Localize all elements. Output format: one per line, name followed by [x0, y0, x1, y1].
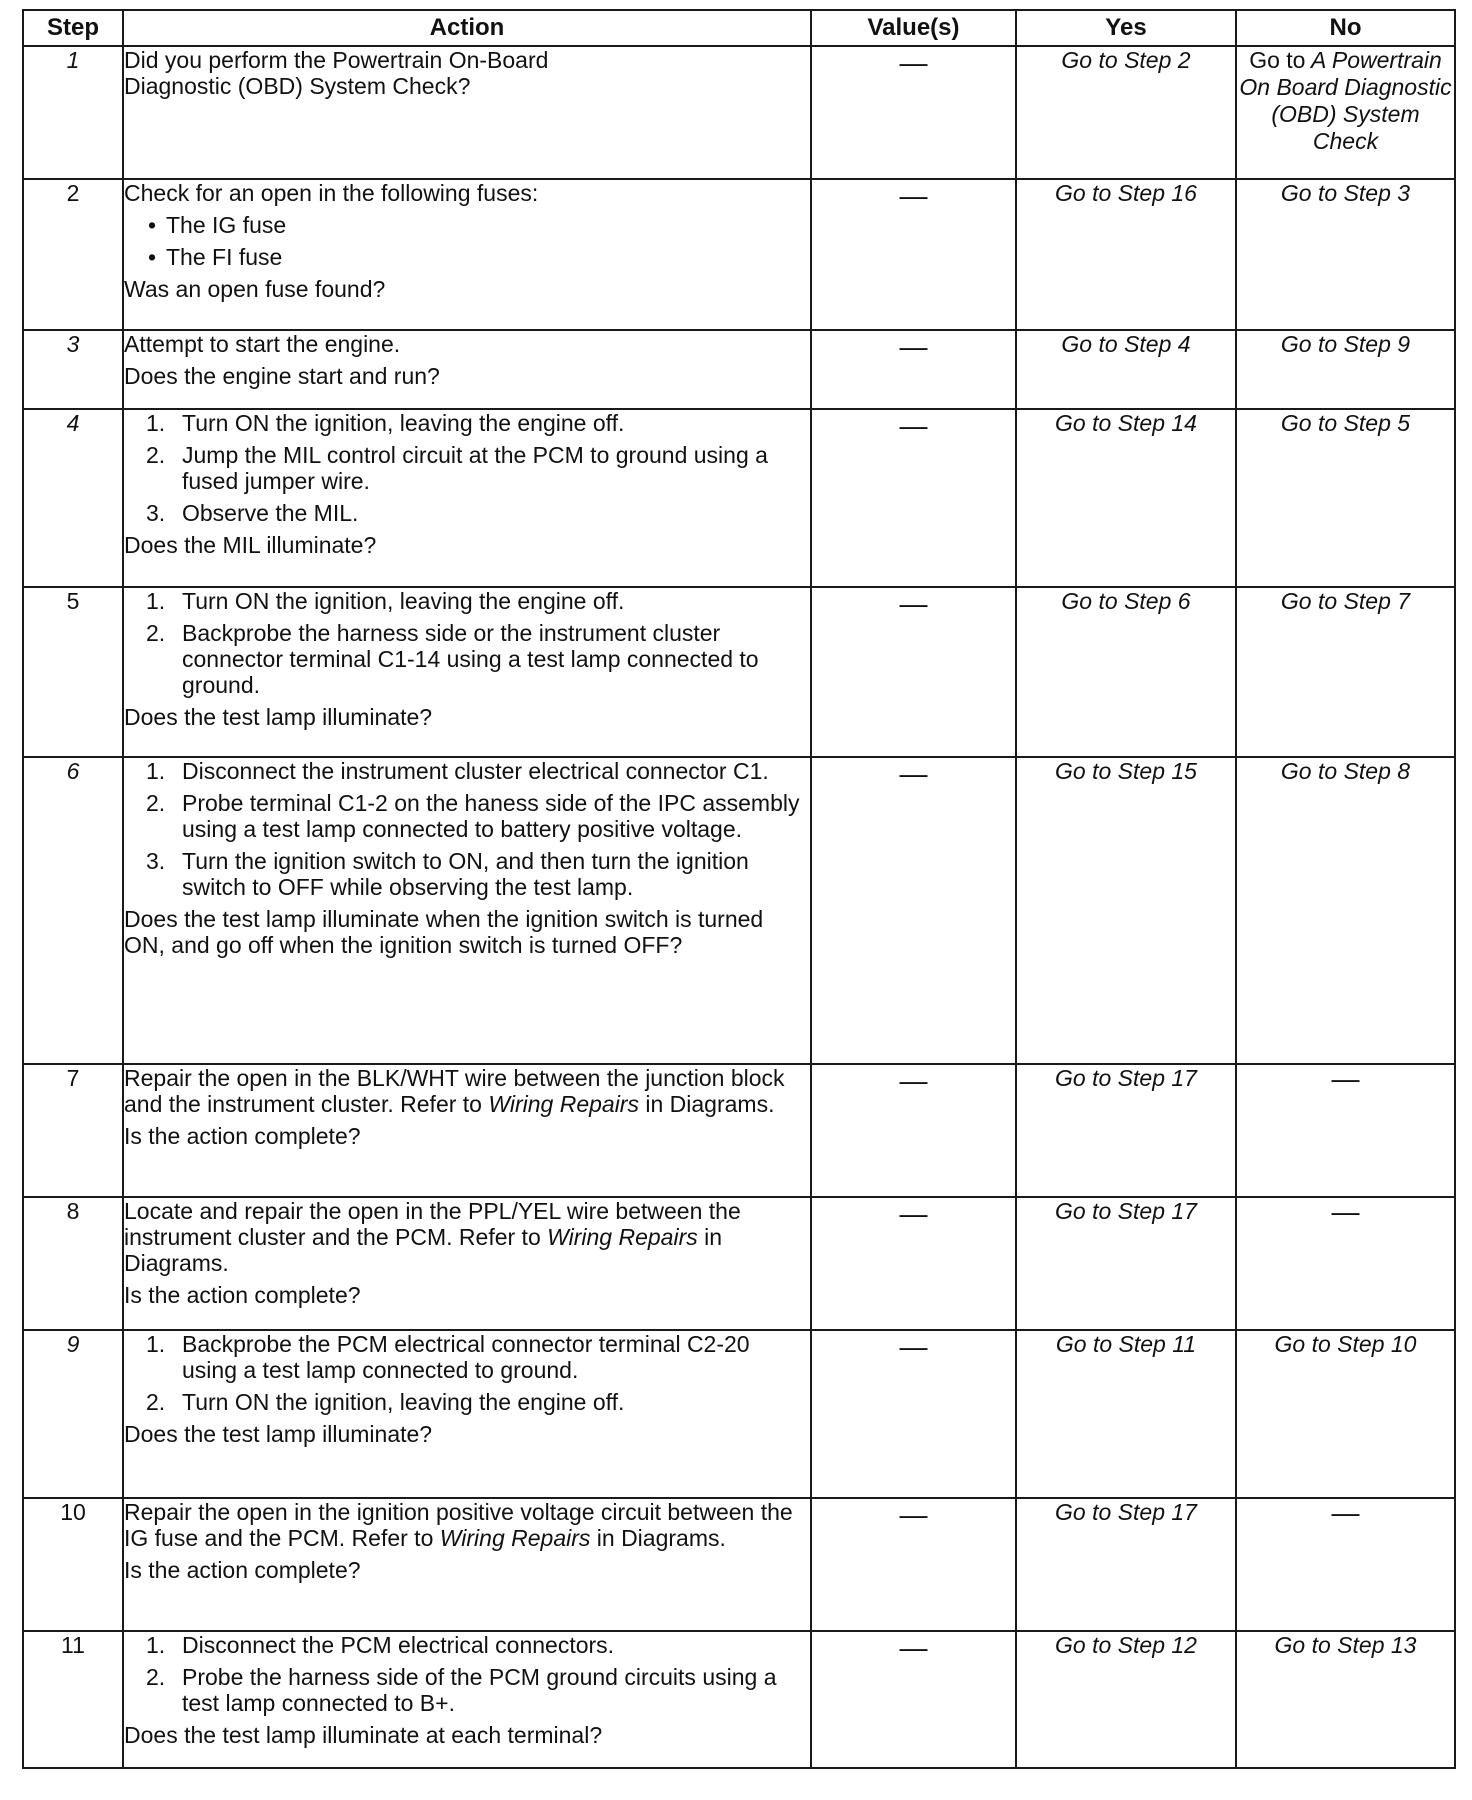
question-text: Does the test lamp illuminate? — [124, 1421, 433, 1447]
value-cell: — — [811, 330, 1016, 409]
list-text: Backprobe the PCM electrical connector terminal C2-20 using a test lamp connected to ground. — [182, 1331, 750, 1383]
action-cell — [123, 1197, 811, 1330]
value-cell: — — [811, 1064, 1016, 1197]
step-number: 4 — [23, 409, 123, 587]
no-cell — [1236, 46, 1455, 179]
value-cell: — — [811, 1631, 1016, 1768]
action-text-main: Repair the open in the ignition positive voltage circuit between the IG fuse and the PCM. Refer to — [124, 1499, 793, 1551]
list-number: 3. — [146, 500, 166, 526]
list-number: 2. — [146, 620, 166, 646]
question-text: Was an open fuse found? — [124, 276, 386, 302]
question-text: Is the action complete? — [124, 1123, 361, 1149]
no-cell: — — [1236, 1064, 1455, 1197]
list-item: • The FI fuse — [124, 244, 810, 270]
value-cell: — — [811, 757, 1016, 1064]
list-item — [124, 790, 810, 842]
question-text: Does the MIL illuminate? — [124, 532, 377, 558]
list-text: Probe terminal C1-2 on the haness side of the IPC assembly using a test lamp connected to battery positive voltage. — [182, 790, 800, 842]
question-text: Is the action complete? — [124, 1282, 361, 1308]
list-item — [124, 588, 810, 614]
action-text-tail: in Diagrams. — [596, 1525, 726, 1551]
value-cell: — — [811, 1330, 1016, 1498]
table-row — [23, 1330, 1455, 1498]
no-cell: Go to Step 13 — [1236, 1631, 1455, 1768]
action-text-tail: in Diagrams. — [645, 1091, 775, 1117]
yes-cell: Go to Step 2 — [1016, 46, 1236, 179]
list-text: Turn the ignition switch to ON, and then turn the ignition switch to OFF while observing the test lamp. — [182, 848, 749, 900]
no-cell: Go to Step 5 — [1236, 409, 1455, 587]
no-cell: Go to Step 7 — [1236, 587, 1455, 757]
list-number: 2. — [146, 790, 166, 816]
table-row — [23, 1498, 1455, 1631]
value-cell: — — [811, 1498, 1016, 1631]
yes-cell: Go to Step 11 — [1016, 1330, 1236, 1498]
list-item — [124, 1389, 810, 1415]
list-number: 1. — [146, 1632, 166, 1658]
value-cell: — — [811, 46, 1016, 179]
step-number: 5 — [23, 587, 123, 757]
list-text: Turn ON the ignition, leaving the engine off. — [182, 1389, 625, 1415]
table-row — [23, 757, 1455, 1064]
header-values: Value(s) — [811, 10, 1016, 46]
list-item — [124, 1331, 810, 1383]
value-cell: — — [811, 179, 1016, 330]
list-item: • The IG fuse — [124, 212, 810, 238]
action-text: Attempt to start the engine. — [124, 331, 401, 357]
numbered-list — [124, 588, 810, 698]
list-item — [124, 1632, 810, 1658]
step-number: 8 — [23, 1197, 123, 1330]
action-cell — [123, 409, 811, 587]
header-no: No — [1236, 10, 1455, 46]
diagnostic-table — [22, 9, 1456, 1769]
list-number: 1. — [146, 1331, 166, 1357]
list-item — [124, 442, 810, 494]
action-text: Did you perform the Powertrain On-Board Diagnostic (OBD) System Check? — [124, 47, 549, 99]
action-text: Check for an open in the following fuses: — [124, 180, 539, 206]
numbered-list — [124, 1632, 810, 1716]
numbered-list — [124, 1331, 810, 1415]
action-cell — [123, 179, 811, 330]
yes-cell: Go to Step 16 — [1016, 179, 1236, 330]
list-item — [124, 848, 810, 900]
list-number: 2. — [146, 1389, 166, 1415]
reference-link-text: Wiring Repairs — [439, 1525, 591, 1551]
list-text: Turn ON the ignition, leaving the engine off. — [182, 588, 625, 614]
table-row — [23, 1197, 1455, 1330]
list-number: 2. — [146, 1664, 166, 1690]
yes-cell: Go to Step 12 — [1016, 1631, 1236, 1768]
question-text: Is the action complete? — [124, 1557, 361, 1583]
yes-cell: Go to Step 4 — [1016, 330, 1236, 409]
no-reference: A Powertrain On Board Diagnostic (OBD) System Check — [1239, 47, 1452, 154]
question-text: Does the test lamp illuminate? — [124, 704, 433, 730]
header-yes: Yes — [1016, 10, 1236, 46]
list-text: Jump the MIL control circuit at the PCM to ground using a fused jumper wire. — [182, 442, 768, 494]
yes-cell: Go to Step 17 — [1016, 1064, 1236, 1197]
step-number: 9 — [23, 1330, 123, 1498]
reference-link-text: Wiring Repairs — [547, 1224, 698, 1250]
header-row — [23, 10, 1455, 46]
table-row — [23, 409, 1455, 587]
list-text: Backprobe the harness side or the instrument cluster connector terminal C1-14 using a test lamp connected to ground. — [182, 620, 759, 698]
list-item — [124, 620, 810, 698]
table-row — [23, 46, 1455, 179]
list-text: Observe the MIL. — [182, 500, 359, 526]
list-number: 1. — [146, 588, 166, 614]
step-number: 7 — [23, 1064, 123, 1197]
step-number: 2 — [23, 179, 123, 330]
list-number: 1. — [146, 410, 166, 436]
step-number: 6 — [23, 757, 123, 1064]
action-cell — [123, 1631, 811, 1768]
list-number: 3. — [146, 848, 166, 874]
reference-link-text: Wiring Repairs — [488, 1091, 639, 1117]
step-number: 1 — [23, 46, 123, 179]
yes-cell: Go to Step 17 — [1016, 1498, 1236, 1631]
table-row — [23, 587, 1455, 757]
list-item — [124, 1664, 810, 1716]
list-text: Probe the harness side of the PCM ground circuits using a test lamp connected to B+. — [182, 1664, 777, 1716]
step-number: 3 — [23, 330, 123, 409]
yes-cell: Go to Step 14 — [1016, 409, 1236, 587]
numbered-list — [124, 410, 810, 526]
action-text — [124, 1065, 810, 1117]
action-text — [124, 1198, 810, 1276]
bullet-list — [124, 212, 810, 270]
step-number: 11 — [23, 1631, 123, 1768]
table-row — [23, 330, 1455, 409]
list-text: Disconnect the instrument cluster electrical connector C1. — [182, 758, 769, 784]
action-cell — [123, 1330, 811, 1498]
no-cell: Go to Step 9 — [1236, 330, 1455, 409]
action-text — [124, 1499, 810, 1551]
no-cell: — — [1236, 1197, 1455, 1330]
header-action: Action — [123, 10, 811, 46]
list-number: 2. — [146, 442, 166, 468]
table-row — [23, 1631, 1455, 1768]
action-text-main: Repair the open in the BLK/WHT wire between the junction block and the instrument cluster. Refer to — [124, 1065, 785, 1117]
action-text-tail: in Diagrams. — [124, 1224, 723, 1276]
action-cell — [123, 330, 811, 409]
no-cell: Go to Step 10 — [1236, 1330, 1455, 1498]
list-number: 1. — [146, 758, 166, 784]
action-cell — [123, 587, 811, 757]
yes-cell: Go to Step 15 — [1016, 757, 1236, 1064]
table-row — [23, 1064, 1455, 1197]
yes-cell: Go to Step 6 — [1016, 587, 1236, 757]
question-text: Does the engine start and run? — [124, 363, 440, 389]
no-prefix: Go to — [1249, 47, 1306, 73]
list-item — [124, 410, 810, 436]
action-cell — [123, 757, 811, 1064]
value-cell: — — [811, 409, 1016, 587]
question-text: Does the test lamp illuminate at each terminal? — [124, 1722, 603, 1748]
yes-cell: Go to Step 17 — [1016, 1197, 1236, 1330]
action-cell — [123, 1498, 811, 1631]
question-text: Does the test lamp illuminate when the ignition switch is turned ON, and go off when the ignition switch is turned OFF? — [124, 906, 764, 958]
list-item — [124, 758, 810, 784]
no-cell: Go to Step 8 — [1236, 757, 1455, 1064]
no-cell: Go to Step 3 — [1236, 179, 1455, 330]
numbered-list — [124, 758, 810, 900]
no-cell: — — [1236, 1498, 1455, 1631]
value-cell: — — [811, 587, 1016, 757]
value-cell: — — [811, 1197, 1016, 1330]
action-cell — [123, 1064, 811, 1197]
step-number: 10 — [23, 1498, 123, 1631]
table-row — [23, 179, 1455, 330]
action-cell — [123, 46, 811, 179]
list-item — [124, 500, 810, 526]
header-step: Step — [23, 10, 123, 46]
action-text-main: Locate and repair the open in the PPL/YEL wire between the instrument cluster and the PCM. Refer to — [124, 1198, 741, 1250]
list-text: Turn ON the ignition, leaving the engine off. — [182, 410, 625, 436]
list-text: Disconnect the PCM electrical connectors. — [182, 1632, 615, 1658]
